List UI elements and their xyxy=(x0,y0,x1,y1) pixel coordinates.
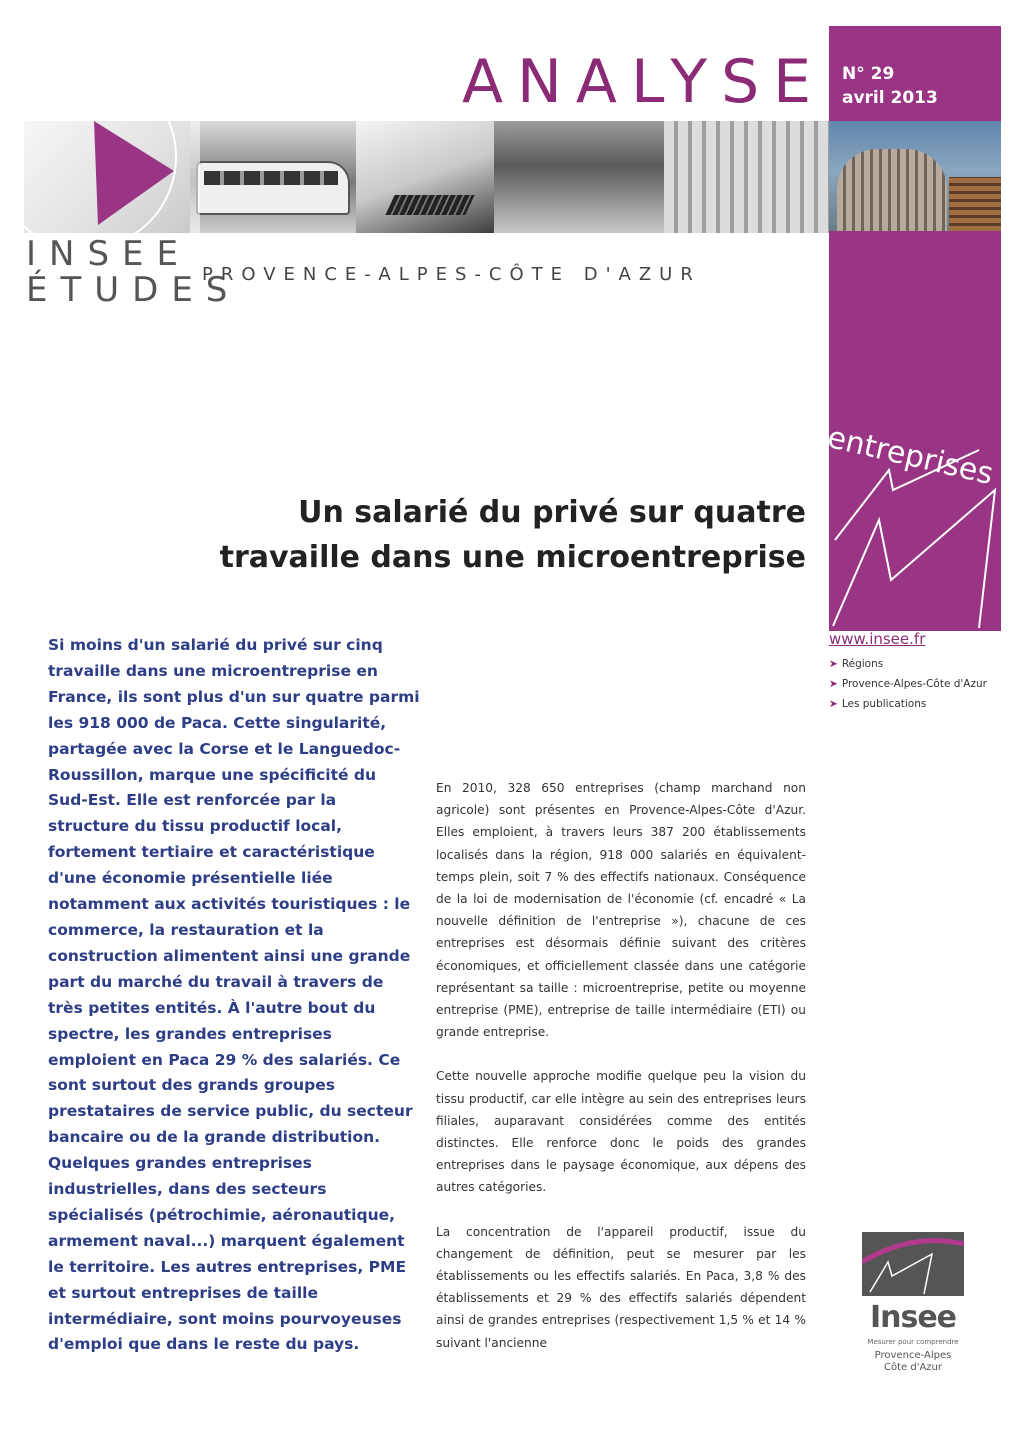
issue-number: N° 29 xyxy=(842,64,895,84)
brand-line-2: ÉTUDES xyxy=(26,270,241,310)
brand-line-1: INSEE xyxy=(26,234,192,274)
insee-logo-mark-icon xyxy=(862,1232,964,1296)
theme-label: entreprises xyxy=(824,420,997,493)
header-photo-5 xyxy=(664,121,829,233)
insee-logo-region-line-2: Côte d'Azur xyxy=(884,1362,942,1373)
issue-info xyxy=(842,62,938,110)
issue-date: avril 2013 xyxy=(842,88,938,108)
insee-logo-region-line-1: Provence-Alpes xyxy=(874,1350,952,1361)
link-publications[interactable] xyxy=(829,694,987,714)
series-title: ANALYSE xyxy=(462,47,826,117)
side-photo-building xyxy=(829,121,1001,231)
region-name: PROVENCE-ALPES-CÔTE D'AZUR xyxy=(202,264,701,285)
arrow-icon: ➤ xyxy=(829,698,838,710)
article-title-line-2: travaille dans une microentreprise xyxy=(219,540,806,575)
breadcrumb-links xyxy=(829,654,987,714)
link-publications-label: Les publications xyxy=(841,698,927,710)
theme-zigzag-icon xyxy=(829,430,1001,630)
article-title xyxy=(180,490,806,580)
header-photo-tram xyxy=(190,121,356,233)
arrow-icon: ➤ xyxy=(829,658,838,670)
website-link[interactable]: www.insee.fr xyxy=(829,630,926,648)
abstract-text: Si moins d'un salarié du privé sur cinq travaille dans une microentreprise en France, ils sont plus d'un sur quatre parmi les 918 000 de Paca. Cette singularité, partagée avec la Corse et le Languedoc-Roussillon, marque une spécificité du Sud-Est. Elle est renforcée par la structure du tissu productif local, fortement tertiaire et caractéristique d'une économie présentielle liée notamment aux activités touristiques : le commerce, la restauration et la construction alimentent ainsi une grande part du marché du travail à travers de très petites entités. À l'autre bout du spectre, les grandes entreprises emploient en Paca 29 % des salariés. Ce sont surtout des grands groupes prestataires de service public, du secteur bancaire ou de la grande distribution. Quelques grandes entreprises industrielles, dans des secteurs spécialisés (pétrochimie, aéronautique, armement naval...) marquent également le territoire. Les autres entreprises, PME et surtout entreprises de taille intermédiaire, sont moins pourvoyeuses d'emploi que dans le reste du pays. xyxy=(48,636,420,1354)
link-paca[interactable] xyxy=(829,674,987,694)
body-paragraph-1: En 2010, 328 650 entreprises (champ marchand non agricole) sont présentes en Provence-Alpes-Côte d'Azur. Elles emploient, à travers leurs 387 200 établissements localisés dans la région, 918 000 salariés en équivalent-temps plein, soit 7 % des effectifs nationaux. Conséquence de la loi de modernisation de l'économie (cf. encadré « La nouvelle définition de l'entreprise »), chacune de ces entreprises est désormais définie suivant des critères économiques, et officiellement classée dans une catégorie représentant sa taille : microentreprise, petite ou moyenne entreprise (PME), entreprise de taille intermédiaire (ETI) ou grande entreprise. xyxy=(436,781,806,1040)
link-regions[interactable] xyxy=(829,654,987,674)
body-text xyxy=(436,777,806,1376)
insee-logo-tagline: Mesurer pour comprendre xyxy=(867,1338,959,1346)
body-paragraph-3: La concentration de l'appareil productif, issue du changement de définition, peut se mesurer par les établissements ou les effectifs salariés. En Paca, 3,8 % des établissements et 29 % des effectifs salariés dépendent ainsi de grandes entreprises (respectivement 1,5 % et 14 % suivant l'ancienne xyxy=(436,1224,806,1350)
insee-footer-logo xyxy=(858,1232,968,1372)
body-paragraph-2: Cette nouvelle approche modifie quelque peu la vision du tissu productif, car elle intègre au sein des entreprises leurs filiales, auparavant considérées comme des entités distinctes. Elle renforce donc le poids des grandes entreprises dans le paysage économique, aux dépens des autres catégories. xyxy=(436,1069,806,1195)
link-paca-label: Provence-Alpes-Côte d'Azur xyxy=(841,678,987,690)
link-regions-label: Régions xyxy=(841,658,884,670)
article-title-line-1: Un salarié du privé sur quatre xyxy=(298,495,806,530)
insee-logo-name: Insee xyxy=(869,1300,957,1335)
insee-logo-region xyxy=(858,1350,968,1374)
abstract xyxy=(48,633,420,1358)
header-photo-computer xyxy=(356,121,494,233)
header-photo-4 xyxy=(494,121,664,233)
arrow-icon: ➤ xyxy=(829,678,838,690)
